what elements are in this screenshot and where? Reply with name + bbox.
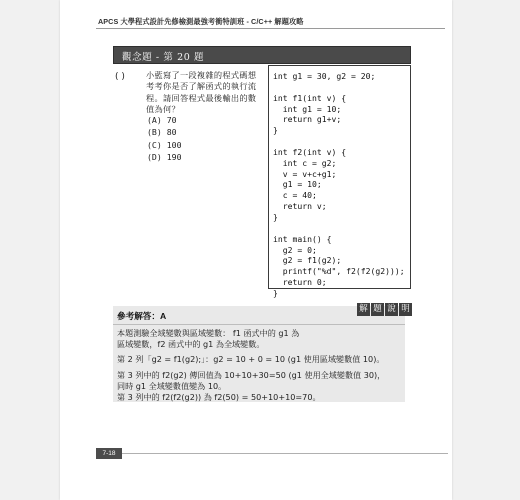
explanation-line: 本題測驗全域變數與區域變數： f1 函式中的 g1 為	[117, 328, 300, 338]
badge-char: 題	[371, 303, 384, 316]
explanation-paragraph-1	[117, 328, 405, 350]
explanation-badge	[357, 303, 412, 316]
option-d: (D) 190	[147, 151, 182, 162]
code-listing-box	[268, 65, 411, 298]
answer-options	[147, 114, 182, 163]
answer-explanation-box	[113, 306, 405, 402]
question-title: 觀念題 - 第 20 題	[122, 52, 205, 63]
running-header: APCS 大學程式設計先修檢測最強考衝特訓班 - C/C++ 解題攻略	[98, 17, 304, 26]
question-text: 小藍寫了一段複雜的程式碼想考考你是否了解函式的執行流程。請回答程式最後輸出的數值為何？	[146, 70, 257, 115]
question-title-bar	[113, 46, 411, 64]
answer-heading: 參考解答：A	[117, 311, 167, 321]
explanation-line: 區域變數，f2 函式中的 g1 為全域變數。	[117, 339, 265, 349]
badge-char: 說	[385, 303, 398, 316]
badge-char: 明	[399, 303, 412, 316]
explanation-line: 第 2 列「g2 = f1(g2);」：g2 = 10 + 0 = 10 (g1 使用區域變數值 10)。	[117, 354, 385, 364]
explanation-paragraph-2	[117, 354, 405, 365]
footer-divider	[122, 453, 448, 454]
header-divider	[96, 28, 445, 29]
badge-char: 解	[357, 303, 370, 316]
option-b: (B) 80	[147, 127, 177, 138]
explanation-line: 第 3 列中的 f2(g2) 傳回值為 10+10+30=50 (g1 使用全域變數值 30)，	[117, 370, 386, 380]
page-number: 7-18	[96, 448, 122, 459]
answer-blank: ( )	[115, 72, 125, 82]
option-a: (A) 70	[147, 115, 177, 125]
answer-divider	[113, 324, 405, 325]
explanation-paragraph-3	[117, 370, 405, 403]
option-c: (C) 100	[147, 139, 182, 150]
code-listing: int g1 = 30, g2 = 20; int f1(int v) { int g1 = 10; return g1+v; } int f2(int v) { int c = g2; v = v+c+g1; g1 = 10; c = 40; return v; } int main() { g2 = 0; g2 = f1(g2); printf("%d", f2(f2(g2))); return 0; }	[273, 71, 405, 298]
explanation-line: 同時 g1 全域變數值變為 10。	[117, 381, 227, 391]
explanation-line: 第 3 列中的 f2(f2(g2)) 為 f2(50) = 50+10+10=70。	[117, 392, 321, 402]
